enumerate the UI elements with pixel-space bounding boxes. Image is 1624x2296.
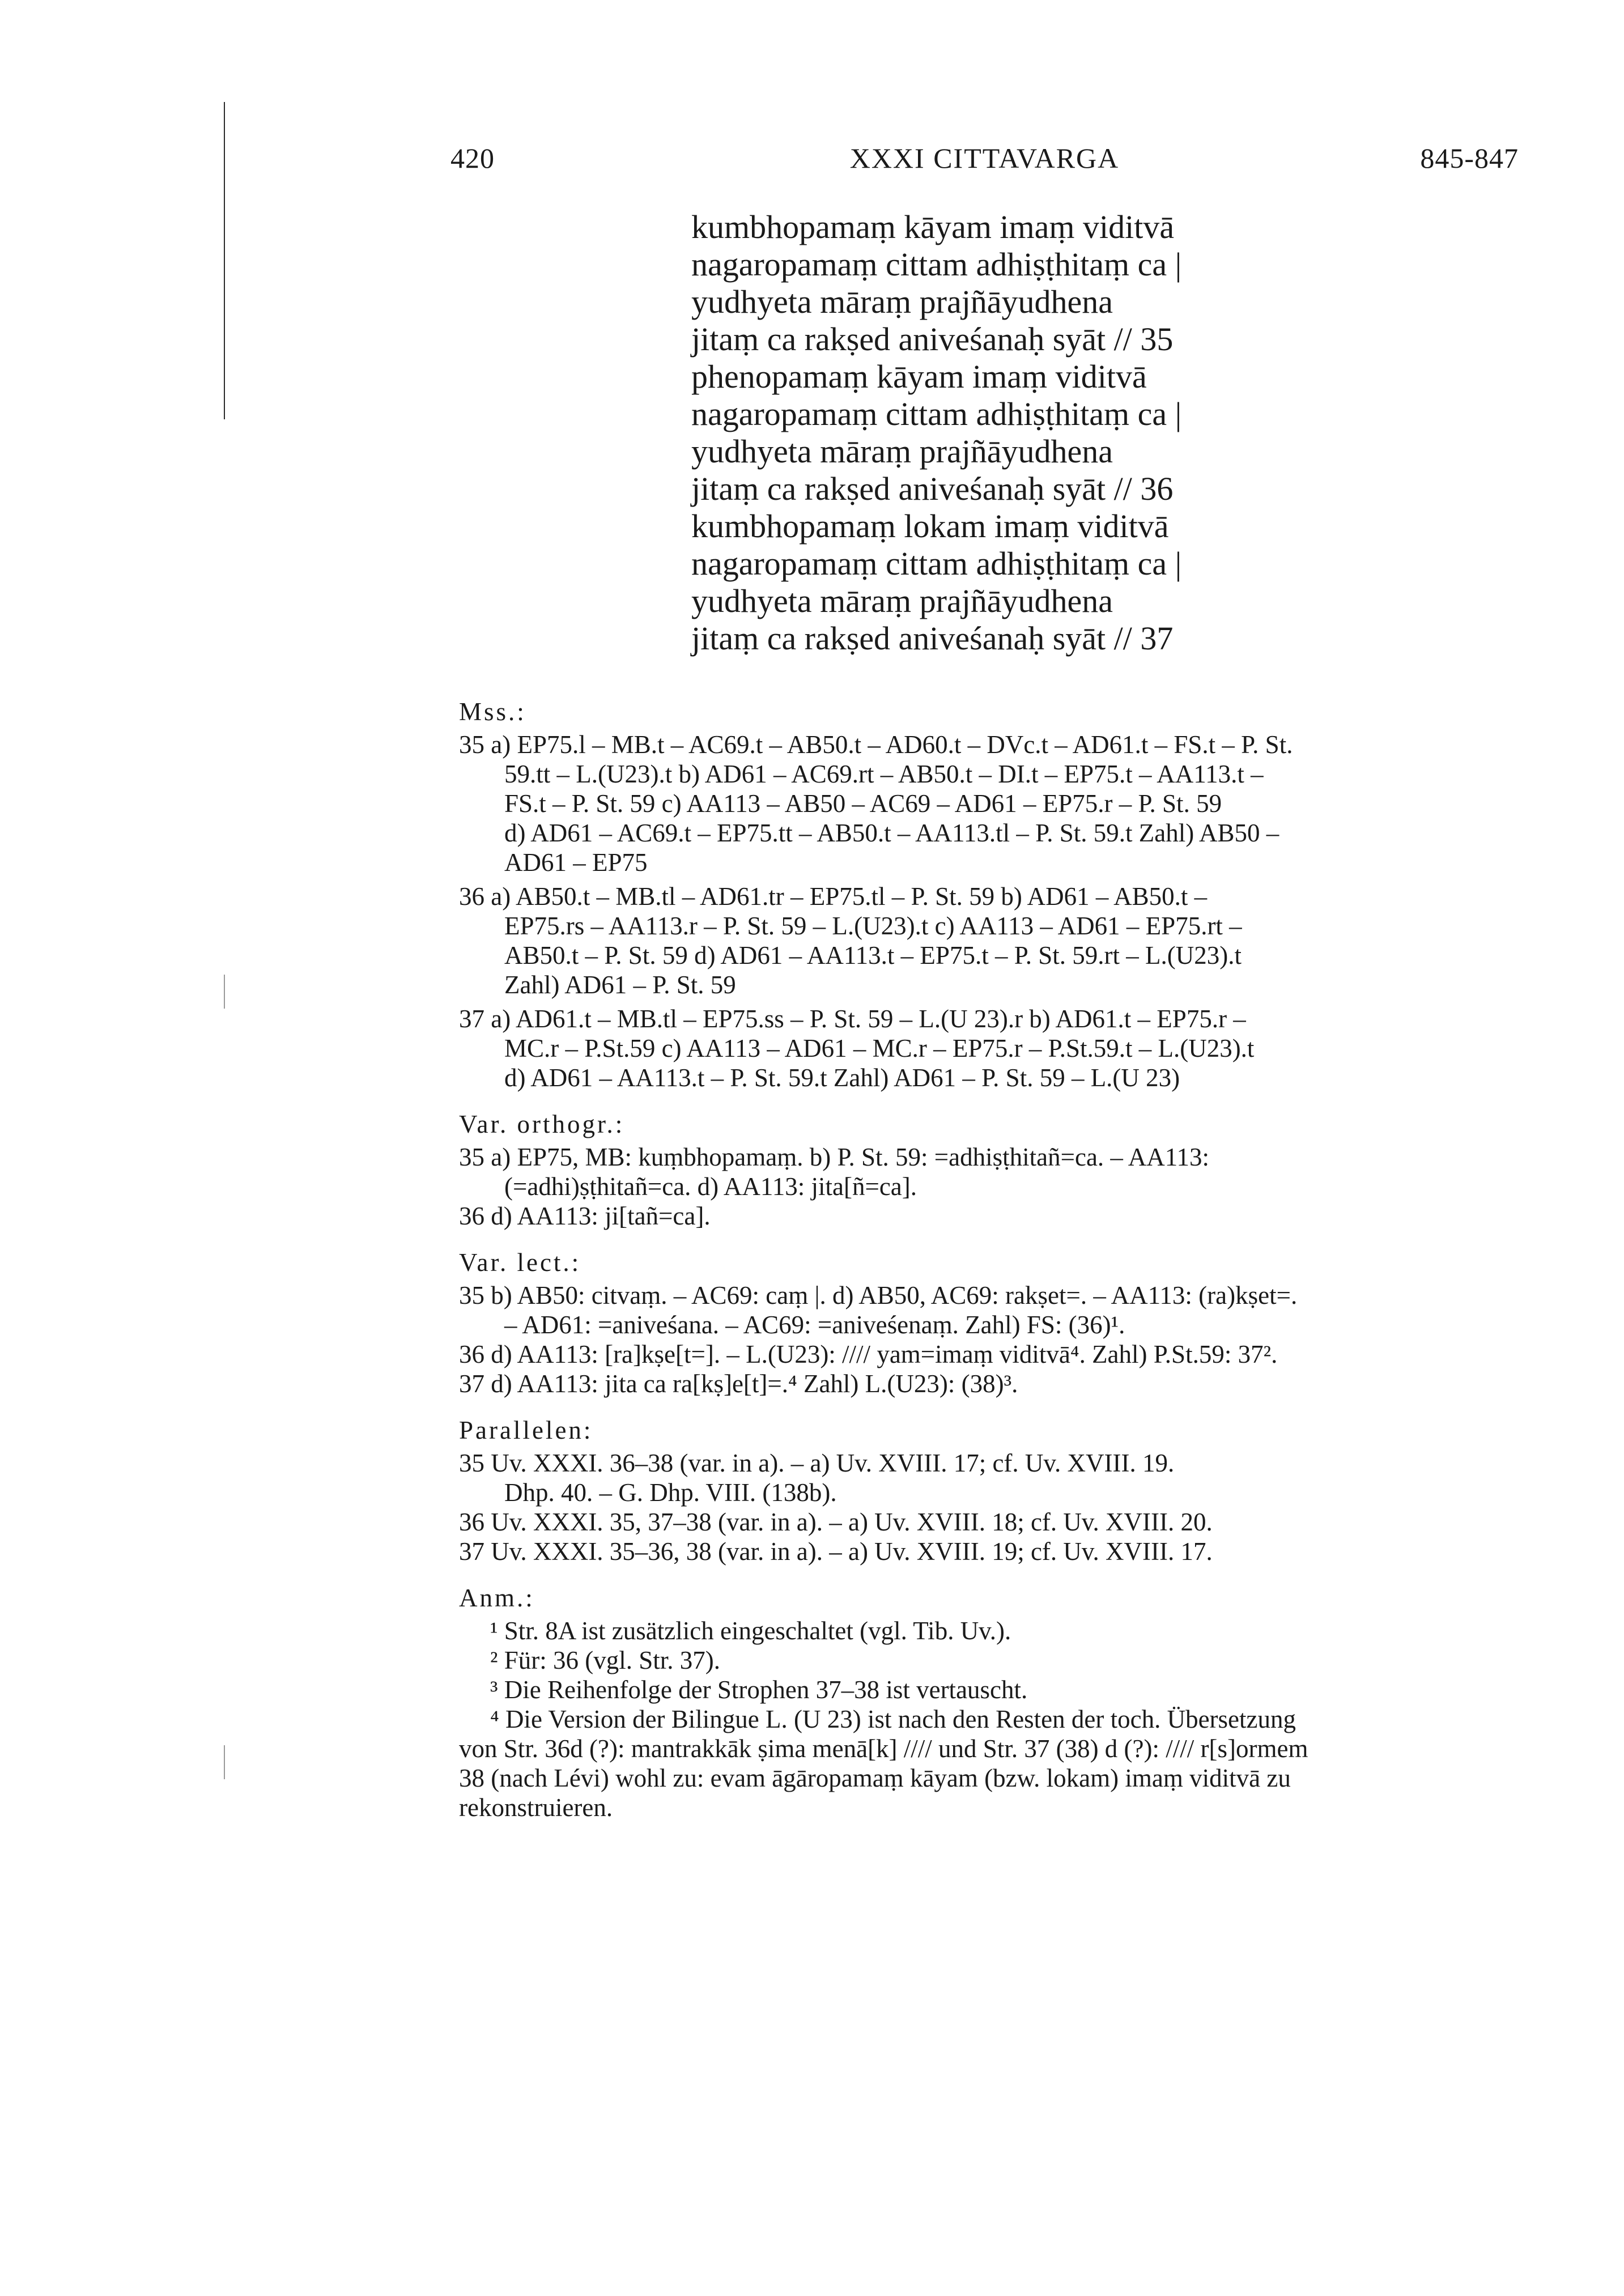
margin-rule bbox=[224, 1745, 225, 1779]
critical-apparatus bbox=[459, 697, 1519, 1822]
verse-line: jitaṃ ca rakṣed aniveśanaḥ syāt // 35 bbox=[691, 321, 1174, 358]
section-heading: Anm.: bbox=[459, 1584, 535, 1612]
footnote-line: 38 (nach Lévi) wohl zu: evam āgāropamaṃ kāyam (bzw. lokam) imaṃ viditvā zu bbox=[459, 1764, 1291, 1792]
verse-line: phenopamaṃ kāyam imaṃ viditvā bbox=[691, 358, 1147, 395]
apparatus-line: – AD61: =aniveśana. – AC69: =aniveśenaṃ. Zahl) FS: (36)¹. bbox=[504, 1311, 1125, 1339]
apparatus-line: AB50.t – P. St. 59 d) AD61 – AA113.t – EP75.t – P. St. 59.rt – L.(U23).t bbox=[504, 941, 1242, 970]
section-anm bbox=[459, 1583, 1519, 1822]
verse-text bbox=[691, 209, 1258, 657]
apparatus-line: 36 d) AA113: ji[tañ=ca]. bbox=[459, 1202, 711, 1230]
page-number: 420 bbox=[450, 142, 495, 174]
apparatus-line: 35 a) EP75.l – MB.t – AC69.t – AB50.t – AD60.t – DVc.t – AD61.t – FS.t – P. St. bbox=[459, 730, 1293, 759]
footnote-line: ² Für: 36 (vgl. Str. 37). bbox=[490, 1646, 721, 1674]
section-heading: Mss.: bbox=[459, 698, 526, 726]
verse-line: nagaropamaṃ cittam adhiṣṭhitaṃ ca | bbox=[691, 545, 1182, 582]
apparatus-line: 36 a) AB50.t – MB.tl – AD61.tr – EP75.tl – P. St. 59 b) AD61 – AB50.t – bbox=[459, 882, 1208, 911]
verse-range: 845-847 bbox=[1420, 142, 1519, 174]
section-heading: Parallelen: bbox=[459, 1416, 593, 1444]
verse-line: kumbhopamaṃ kāyam imaṃ viditvā bbox=[691, 209, 1175, 245]
section-heading: Var. orthogr.: bbox=[459, 1110, 625, 1138]
apparatus-line: Dhp. 40. – G. Dhp. VIII. (138b). bbox=[504, 1478, 837, 1507]
footnote-line: von Str. 36d (?): mantrakkāk ṣima menā[k] //// und Str. 37 (38) d (?): //// r[s]ormem bbox=[459, 1734, 1308, 1763]
section-var-lect bbox=[459, 1248, 1519, 1398]
apparatus-line: FS.t – P. St. 59 c) AA113 – AB50 – AC69 – AD61 – EP75.r – P. St. 59 bbox=[504, 789, 1222, 818]
verse-line: jitaṃ ca rakṣed aniveśanaḥ syāt // 36 bbox=[691, 470, 1174, 507]
apparatus-line: 37 d) AA113: jita ca ra[kṣ]e[t]=.⁴ Zahl) L.(U23): (38)³. bbox=[459, 1370, 1018, 1398]
apparatus-line: (=adhi)ṣṭhitañ=ca. d) AA113: jita[ñ=ca]. bbox=[504, 1172, 917, 1201]
verse-line: nagaropamaṃ cittam adhiṣṭhitaṃ ca | bbox=[691, 396, 1182, 432]
apparatus-line: 35 a) EP75, MB: kuṃbhopamaṃ. b) P. St. 59: =adhiṣṭhitañ=ca. – AA113: bbox=[459, 1143, 1210, 1171]
apparatus-line: 37 Uv. XXXI. 35–36, 38 (var. in a). – a) Uv. XVIII. 19; cf. Uv. XVIII. 17. bbox=[459, 1537, 1213, 1566]
verse-line: nagaropamaṃ cittam adhiṣṭhitaṃ ca | bbox=[691, 246, 1182, 283]
footnote-line: ³ Die Reihenfolge der Strophen 37–38 ist vertauscht. bbox=[490, 1676, 1028, 1704]
apparatus-line: 35 b) AB50: citvaṃ. – AC69: caṃ |. d) AB50, AC69: rakṣet=. – AA113: (ra)kṣet=. bbox=[459, 1281, 1298, 1309]
footnote-line: ⁴ Die Version der Bilingue L. (U 23) ist nach den Resten der toch. Übersetzung bbox=[490, 1705, 1296, 1733]
chapter-title: XXXI CITTAVARGA bbox=[849, 142, 1120, 174]
verse-line: yudhyeta māraṃ prajñāyudhena bbox=[691, 582, 1113, 619]
apparatus-line: 59.tt – L.(U23).t b) AD61 – AC69.rt – AB50.t – DI.t – EP75.t – AA113.t – bbox=[504, 760, 1264, 788]
margin-rule bbox=[224, 975, 225, 1009]
apparatus-line: 36 d) AA113: [ra]kṣe[t=]. – L.(U23): //// yam=imaṃ viditvā⁴. Zahl) P.St.59: 37². bbox=[459, 1340, 1278, 1368]
apparatus-line: EP75.rs – AA113.r – P. St. 59 – L.(U23).t c) AA113 – AD61 – EP75.rt – bbox=[504, 912, 1242, 940]
section-mss bbox=[459, 697, 1519, 1092]
apparatus-line: 35 Uv. XXXI. 36–38 (var. in a). – a) Uv. XVIII. 17; cf. Uv. XVIII. 19. bbox=[459, 1449, 1175, 1477]
section-parallelen bbox=[459, 1415, 1519, 1566]
apparatus-line: AD61 – EP75 bbox=[504, 848, 648, 877]
section-var-orthogr bbox=[459, 1109, 1519, 1231]
apparatus-line: MC.r – P.St.59 c) AA113 – AD61 – MC.r – EP75.r – P.St.59.t – L.(U23).t bbox=[504, 1034, 1255, 1062]
apparatus-line: d) AD61 – AC69.t – EP75.tt – AB50.t – AA113.tl – P. St. 59.t Zahl) AB50 – bbox=[504, 819, 1279, 847]
section-heading: Var. lect.: bbox=[459, 1248, 581, 1277]
footnote-line: ¹ Str. 8A ist zusätzlich eingeschaltet (vgl. Tib. Uv.). bbox=[490, 1617, 1011, 1645]
footnote-line: rekonstruieren. bbox=[459, 1793, 613, 1822]
running-header bbox=[450, 142, 1519, 181]
verse-line: kumbhopamaṃ lokam imaṃ viditvā bbox=[691, 508, 1169, 545]
margin-rule bbox=[224, 102, 225, 419]
verse-line: yudhyeta māraṃ prajñāyudhena bbox=[691, 283, 1113, 320]
verse-line: jitaṃ ca rakṣed aniveśanaḥ syāt // 37 bbox=[691, 620, 1174, 657]
apparatus-line: 37 a) AD61.t – MB.tl – EP75.ss – P. St. 59 – L.(U 23).r b) AD61.t – EP75.r – bbox=[459, 1005, 1246, 1033]
apparatus-line: Zahl) AD61 – P. St. 59 bbox=[504, 971, 736, 999]
apparatus-line: 36 Uv. XXXI. 35, 37–38 (var. in a). – a) Uv. XVIII. 18; cf. Uv. XVIII. 20. bbox=[459, 1508, 1213, 1536]
verse-line: yudhyeta māraṃ prajñāyudhena bbox=[691, 433, 1113, 470]
apparatus-line: d) AD61 – AA113.t – P. St. 59.t Zahl) AD61 – P. St. 59 – L.(U 23) bbox=[504, 1064, 1180, 1092]
